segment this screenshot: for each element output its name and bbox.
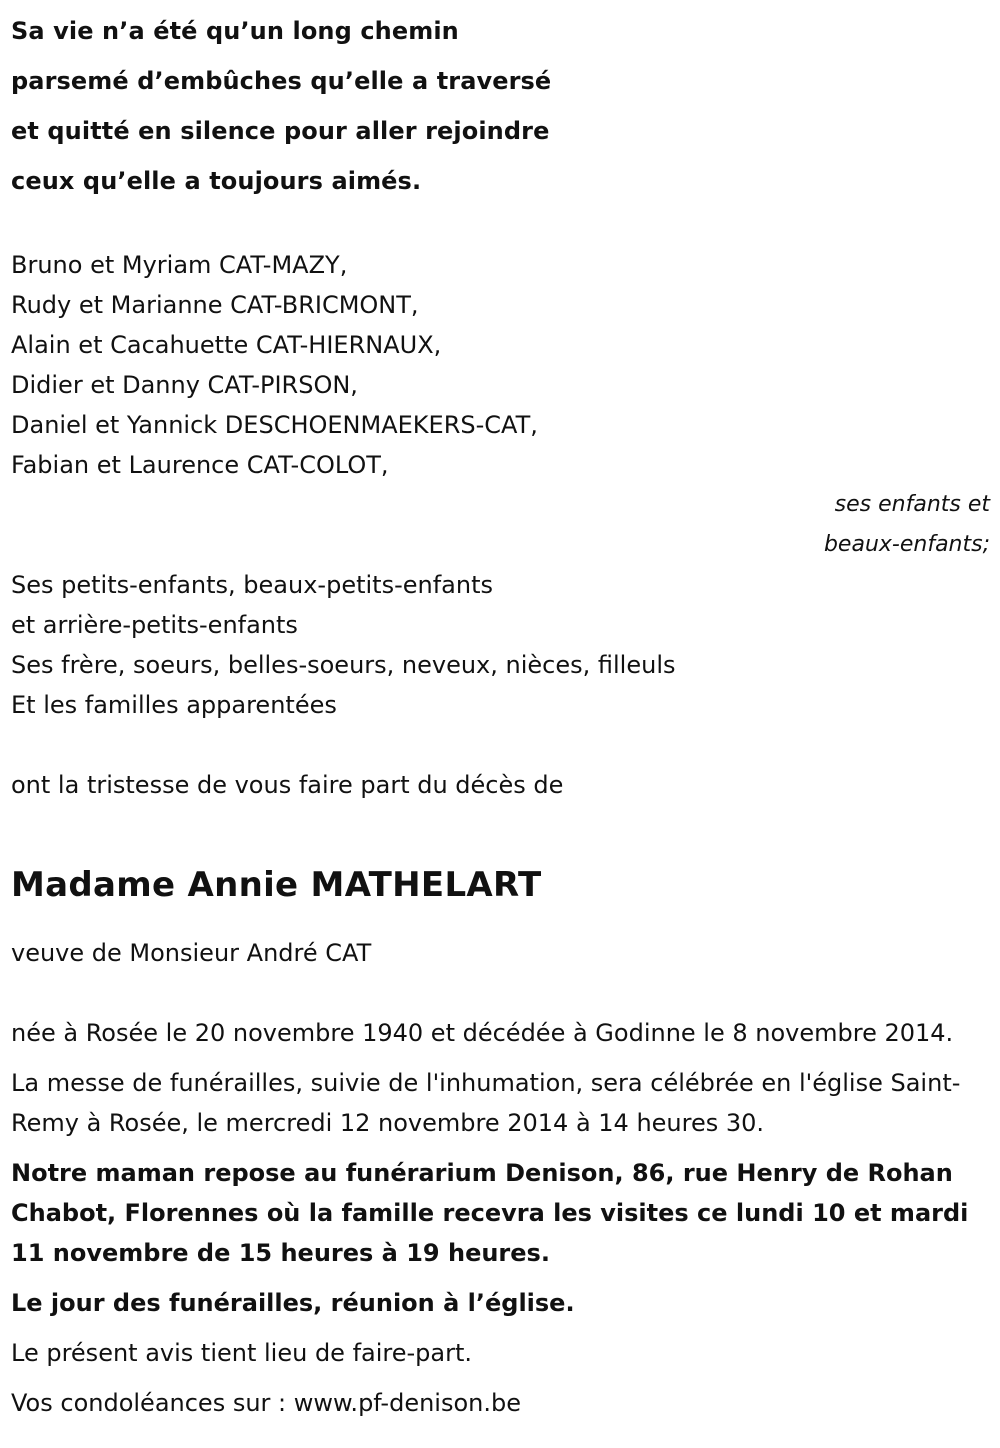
children-role: ses enfants et: [834, 492, 990, 517]
family-member: Rudy et Marianne CAT-BRICMONT,: [11, 291, 419, 319]
widow-of: veuve de Monsieur André CAT: [11, 939, 372, 967]
family-list: [11, 245, 990, 725]
funeral-mass-info: La messe de funérailles, suivie de l'inhumation, sera célébrée en l'église Saint-Remy à Rosée, le mercredi 12 novembre 2014 à 14 heures 30.: [11, 1069, 961, 1137]
birth-death-dates: née à Rosée le 20 novembre 1940 et décédée à Godinne le 8 novembre 2014.: [11, 1019, 954, 1047]
family-member: Daniel et Yannick DESCHOENMAEKERS-CAT,: [11, 411, 538, 439]
gathering-info: Le jour des funérailles, réunion à l’église.: [11, 1289, 575, 1317]
visitation-info: Notre maman repose au funérarium Denison, 86, rue Henry de Rohan Chabot, Florennes où la famille recevra les visites ce lundi 10 et mardi 11 novembre de 15 heures à 19 heures.: [11, 1159, 969, 1267]
notice-text: Le présent avis tient lieu de faire-part.: [11, 1339, 473, 1367]
family-member: Alain et Cacahuette CAT-HIERNAUX,: [11, 331, 442, 359]
relatives-line: et arrière-petits-enfants: [11, 611, 298, 639]
relatives-line: Ses frère, soeurs, belles-soeurs, neveux, nièces, filleuls: [11, 651, 676, 679]
poem: [11, 0, 990, 206]
poem-line: parsemé d’embûches qu’elle a traversé: [11, 67, 552, 95]
poem-line: et quitté en silence pour aller rejoindre: [11, 117, 550, 145]
family-member: Didier et Danny CAT-PIRSON,: [11, 371, 358, 399]
deceased-name: Madame Annie MATHELART: [11, 865, 542, 905]
relatives-line: Ses petits-enfants, beaux-petits-enfants: [11, 571, 493, 599]
poem-line: ceux qu’elle a toujours aimés.: [11, 167, 422, 195]
announcement: ont la tristesse de vous faire part du décès de: [11, 771, 564, 799]
relatives-line: Et les familles apparentées: [11, 691, 337, 719]
relatives-list: [11, 565, 990, 725]
family-member: Fabian et Laurence CAT-COLOT,: [11, 451, 389, 479]
children-role: beaux-enfants;: [823, 532, 990, 557]
family-member: Bruno et Myriam CAT-MAZY,: [11, 251, 348, 279]
poem-line: Sa vie n’a été qu’un long chemin: [11, 17, 459, 45]
condolences-text: Vos condoléances sur : www.pf-denison.be: [11, 1389, 521, 1417]
